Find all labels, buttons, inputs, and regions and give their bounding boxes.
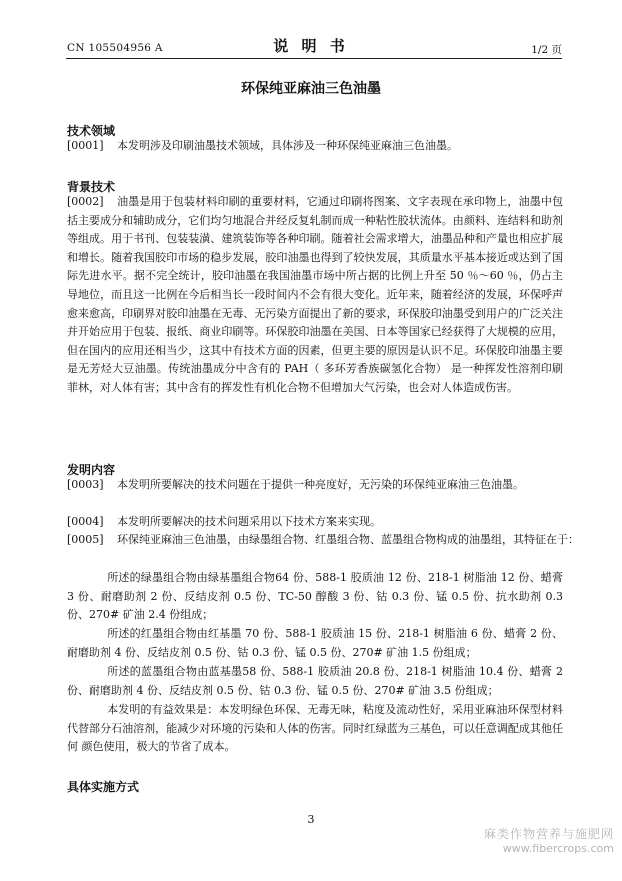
blue-ink-composition [67, 663, 563, 700]
paragraph-text: 本发明所要解决的技术问题采用以下技术方案来实现。 [117, 515, 381, 528]
summary-heading: 发明内容 [67, 463, 116, 477]
paragraph-0004 [67, 513, 563, 532]
paragraph-text: 本发明涉及印刷油墨技术领域，具体涉及一种环保纯亚麻油三色油墨。 [117, 139, 458, 152]
embodiment-heading: 具体实施方式 [67, 780, 140, 794]
paragraph-text: 油墨是用于包装材料印刷的重要材料，它通过印刷将图案、文字表现在承印物上，油墨中包括主要成分和辅助成分，它们均匀地混合并经反复轧制而成一种粘性胶状流体。由颜料、连结料和助剂等组成。用于书刊、包装装潢、建筑装饰等各种印刷。随着社会需求增大，油墨品种和产量也相应扩展和增长。随着我国胶印市场的稳步发展，胶印油墨也得到了较快发展，其质量水平基本接近或达到了国际先进水平。据不完全统计，胶印油墨在我国油墨市场中所占据的比例上升至 50 ％～60 ％，仍占主导地位，而且这一比例在今后相当长一段时间内不会有很大变化。近年来，随着经济的发展，环保呼声愈来愈高，印刷界对胶印油墨在无毒、无污染方面提出了新的要求，环保胶印油墨受到用户的广泛关注并开始应用于包装、报纸、商业印刷等。环保胶印油墨在美国、日本等国家已经获得了大规模的应用，但在国内的应用还相当少，这其中有技术方面的因素，但更主要的原因是认识不足。环保胶印油墨主要是无芳烃大豆油墨。传统油墨成分中含有的 PAH（ 多环芳香族碳氢化合物） 是一种挥发性溶剂印刷菲林，对人体有害；其中含有的挥发性有机化合物不但增加大气污染，也会对人体造成伤害。 [67, 195, 563, 394]
page-count: 1/2 页 [531, 44, 562, 56]
paragraph-number: [0004] [67, 515, 104, 528]
watermark-title: 麻类作物营养与施肥网 [483, 827, 614, 841]
paragraph-0003 [67, 476, 563, 495]
paragraph-number: [0002] [67, 195, 104, 208]
paragraph-0005 [67, 531, 613, 550]
red-ink-text: 所述的红墨组合物由红基墨 70 份、588-1 胶质油 15 份、218-1 树脂油 6 份、蜡膏 2 份、耐磨助剂 4 份、反结皮剂 0.5 份、钴 0.3 份、锰 0.5 份、270# 矿油 1.5 份组成； [67, 627, 563, 659]
watermark-url: www.fibercrops.com [502, 842, 614, 855]
paragraph-0002 [67, 193, 563, 398]
background-heading: 背景技术 [67, 180, 116, 194]
tech-field-heading: 技术领域 [67, 124, 116, 138]
beneficial-effect [67, 701, 563, 757]
beneficial-effect-text: 本发明的有益效果是：本发明绿色环保、无毒无味，粘度及流动性好，采用亚麻油环保型材料代替部分石油溶剂，能减少对环境的污染和人体的伤害。同时红绿蓝为三基色，可以任意调配成其他任何 颜色使用，极大的节省了成本。 [67, 703, 563, 754]
red-ink-composition [67, 625, 563, 662]
site-watermark [484, 825, 614, 855]
paragraph-number: [0001] [67, 139, 104, 152]
document-title: 环保纯亚麻油三色油墨 [241, 81, 381, 97]
paragraph-number: [0003] [67, 478, 104, 491]
green-ink-composition [67, 569, 563, 625]
header-divider [66, 58, 562, 59]
patent-number: CN 105504956 A [67, 42, 163, 54]
green-ink-text: 所述的绿墨组合物由绿基墨组合物64 份、588-1 胶质油 12 份、218-1 树脂油 12 份、蜡膏 3 份、耐磨助剂 2 份、反结皮剂 0.5 份、TC-50 醇酸 3 份、钴 0.3 份、锰 0.5 份、抗水助剂 0.3 份、270# 矿油 2.4 份组成； [67, 571, 563, 622]
paragraph-0001 [67, 137, 563, 156]
page-number: 3 [307, 813, 315, 826]
paragraph-text: 本发明所要解决的技术问题在于提供一种亮度好，无污染的环保纯亚麻油三色油墨。 [117, 478, 524, 491]
document-type: 说 明 书 [273, 37, 349, 55]
paragraph-number: [0005] [67, 533, 104, 546]
paragraph-text: 环保纯亚麻油三色油墨，由绿墨组合物、红墨组合物、蓝墨组合物构成的油墨组，其特征在于： [117, 533, 579, 546]
blue-ink-text: 所述的蓝墨组合物由蓝基墨58 份、588-1 胶质油 20.8 份、218-1 树脂油 10.4 份、蜡膏 2 份、耐磨助剂 4 份、反结皮剂 0.5 份、钴 0.3 份、锰 0.5 份、270# 矿油 3.5 份组成； [67, 665, 563, 697]
